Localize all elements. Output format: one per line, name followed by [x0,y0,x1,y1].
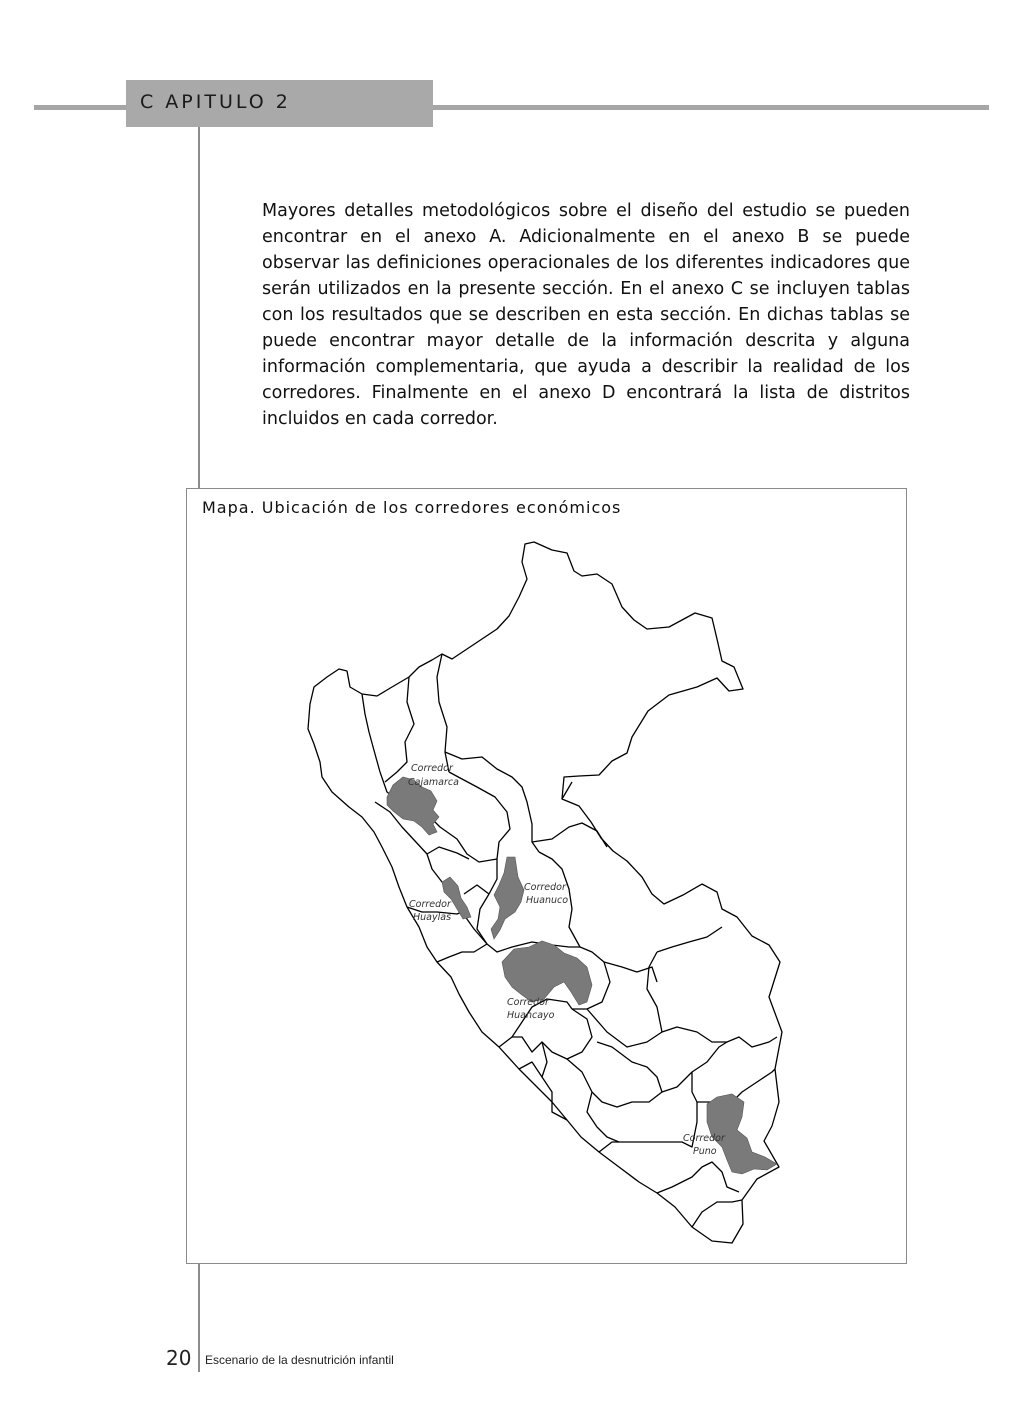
region-border [464,885,489,894]
corridor-label-huaylas-line1: Corredor [409,899,451,910]
corridor-label-huancayo-line1: Corredor [507,997,549,1008]
corridor-label-huanuco-line1: Corredor [524,882,566,893]
corridor-label-huaylas-line2: Huaylas [413,912,452,923]
region-border [532,823,607,847]
corridor-label-puno-line1: Corredor [683,1133,725,1144]
region-border [587,1009,777,1047]
region-border [567,1059,652,1142]
corridor-label-huancayo-line2: Huancayo [507,1010,555,1021]
region-border [437,944,487,962]
peru-map [187,489,906,1263]
corridor-label-cajamarca-line2: Cajamarca [408,777,459,788]
chapter-label: C APITULO 2 [140,91,291,113]
region-border [437,654,449,772]
corridor-area-huancayo [502,941,592,1005]
region-border [427,847,469,859]
region-border [519,1062,542,1077]
region-border [647,952,662,1032]
map-figure [186,488,907,1264]
region-border [657,927,722,952]
region-border [362,694,380,772]
page-number: 20 [166,1346,192,1370]
region-border [445,752,539,852]
corridor-label-puno-line2: Puno [693,1146,717,1157]
corridor-label-huanuco-line2: Huanuco [526,895,569,906]
region-border [657,1162,739,1193]
corridor-areas [387,777,777,1174]
corridor-label-cajamarca-line1: Corredor [411,763,453,774]
map-caption: Mapa. Ubicación de los corredores económicos [202,498,622,517]
body-paragraph: Mayores detalles metodológicos sobre el diseño del estudio se pueden encontrar en el anexo A. Adicionalmente en el anexo B se puede observar las definiciones operacionales de los diferentes indicadores que serán utilizados en la presente sección. En el anexo C se incluyen tablas con los resultados que se describen en esta sección. En dichas tablas se puede encontrar mayor detalle de la información descrita y alguna información complementaria, que ayuda a describir la realidad de los corredores. Finalmente en el anexo D encontrará la lista de distritos incluidos en cada corredor. [262,201,910,429]
region-border [662,1042,727,1092]
region-border [599,1142,619,1152]
region-border [692,1200,742,1227]
corridor-area-huanuco [491,857,524,939]
footer-title: Escenario de la desnutrición infantil [205,1353,394,1367]
region-border [385,677,414,782]
region-border [592,1042,662,1107]
